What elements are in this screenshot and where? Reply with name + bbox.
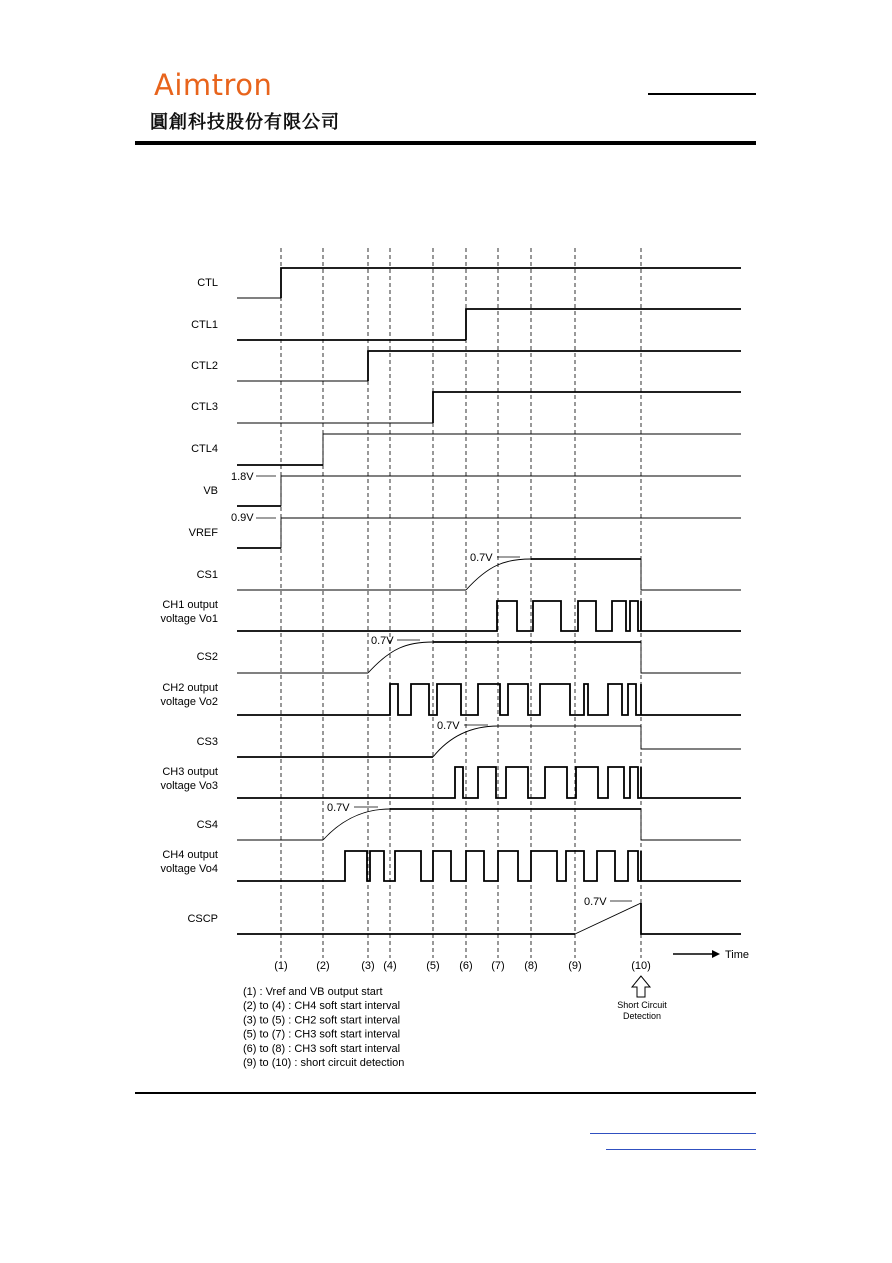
voltage-label-vb: 1.8V — [231, 471, 254, 483]
voltage-label-cscp: 0.7V — [584, 896, 607, 908]
voltage-label-cs4: 0.7V — [327, 802, 350, 814]
ch1-pulse-train — [237, 601, 741, 631]
diagram-annotations — [231, 471, 749, 1069]
time-markers — [274, 960, 651, 972]
legend-line-6: (9) to (10) : short circuit detection — [243, 1057, 405, 1069]
voltage-label-cs1: 0.7V — [470, 552, 493, 564]
label-ch2-line-1: CH2 output — [162, 682, 218, 694]
marker-label-5: (5) — [426, 960, 440, 972]
detection-label-line-2: Detection — [622, 1011, 662, 1021]
cs2-soft-start-ramp — [368, 642, 641, 673]
marker-label-6: (6) — [459, 960, 473, 972]
label-ch3-line-2: voltage Vo3 — [160, 780, 218, 792]
footer-link-line-1[interactable] — [590, 1133, 756, 1134]
marker-label-1: (1) — [274, 960, 288, 972]
time-label: Time — [725, 949, 750, 961]
footer-link-line-2[interactable] — [606, 1149, 756, 1150]
vref-waveform — [237, 518, 741, 548]
ctl1-high-segment — [466, 309, 741, 340]
ctl2-high-segment — [368, 351, 741, 381]
legend-line-5: (6) to (8) : CH3 soft start interval — [243, 1042, 401, 1055]
label-ch4-line-2: voltage Vo4 — [160, 863, 218, 875]
legend-line-4: (5) to (7) : CH3 soft start interval — [243, 1028, 401, 1041]
label-cscp: CSCP — [187, 913, 218, 925]
label-ctl: CTL — [197, 277, 218, 289]
ctl-high-segment — [281, 268, 741, 298]
label-ch2-line-2: voltage Vo2 — [160, 696, 218, 708]
brand-name: Aimtron — [154, 68, 273, 102]
legend-line-1: (1) : Vref and VB output start — [243, 986, 383, 998]
marker-label-9: (9) — [568, 960, 582, 972]
detection-label-line-1: Short Circuit — [617, 1000, 667, 1010]
label-vref: VREF — [188, 527, 218, 539]
label-ch1-line-1: CH1 output — [162, 599, 218, 611]
ch3-pulse-train — [237, 767, 741, 798]
label-cs1: CS1 — [196, 569, 218, 581]
ctl4-high-segment — [323, 434, 741, 465]
footer-rule — [135, 1092, 756, 1094]
waveforms — [237, 268, 741, 934]
vb-waveform — [237, 476, 741, 506]
label-cs2: CS2 — [196, 651, 218, 663]
marker-label-2: (2) — [316, 960, 330, 972]
label-ch3-line-1: CH3 output — [162, 766, 218, 778]
cs4-soft-start-ramp — [323, 809, 641, 840]
timing-guides — [281, 248, 641, 958]
marker-label-3: (3) — [361, 960, 375, 972]
label-cs4: CS4 — [196, 819, 218, 831]
marker-label-10: (10) — [631, 960, 651, 972]
label-ctl4: CTL4 — [191, 443, 218, 455]
cs1-shutdown — [641, 559, 741, 590]
label-vb: VB — [203, 485, 218, 497]
label-ctl3: CTL3 — [191, 401, 218, 413]
cs3-soft-start-ramp — [433, 726, 641, 757]
label-ctl1: CTL1 — [191, 319, 218, 331]
signal-labels — [161, 277, 219, 925]
ch4-pulse-train — [237, 851, 741, 881]
voltage-label-cs2: 0.7V — [371, 635, 394, 647]
label-ch1-line-2: voltage Vo1 — [160, 613, 218, 625]
legend-line-3: (3) to (5) : CH2 soft start interval — [243, 1014, 401, 1027]
cs4-shutdown — [641, 809, 741, 840]
ch2-pulse-train — [237, 684, 741, 715]
cs2-shutdown — [641, 642, 741, 673]
legend-line-2: (2) to (4) : CH4 soft start interval — [243, 1000, 401, 1013]
cs3-shutdown — [641, 726, 741, 749]
brand-chinese-name: 圓創科技股份有限公司 — [150, 112, 340, 133]
voltage-label-cs3: 0.7V — [437, 720, 460, 732]
label-ch4-line-1: CH4 output — [162, 849, 218, 861]
ctl3-high-segment — [433, 392, 741, 423]
marker-label-7: (7) — [491, 960, 505, 972]
marker-label-4: (4) — [383, 960, 397, 972]
label-ctl2: CTL2 — [191, 360, 218, 372]
cscp-shutdown — [641, 903, 741, 934]
detection-arrow-icon — [632, 976, 650, 997]
time-arrow-head — [712, 950, 720, 958]
label-cs3: CS3 — [196, 736, 218, 748]
marker-label-8: (8) — [524, 960, 538, 972]
voltage-label-vref: 0.9V — [231, 512, 254, 524]
